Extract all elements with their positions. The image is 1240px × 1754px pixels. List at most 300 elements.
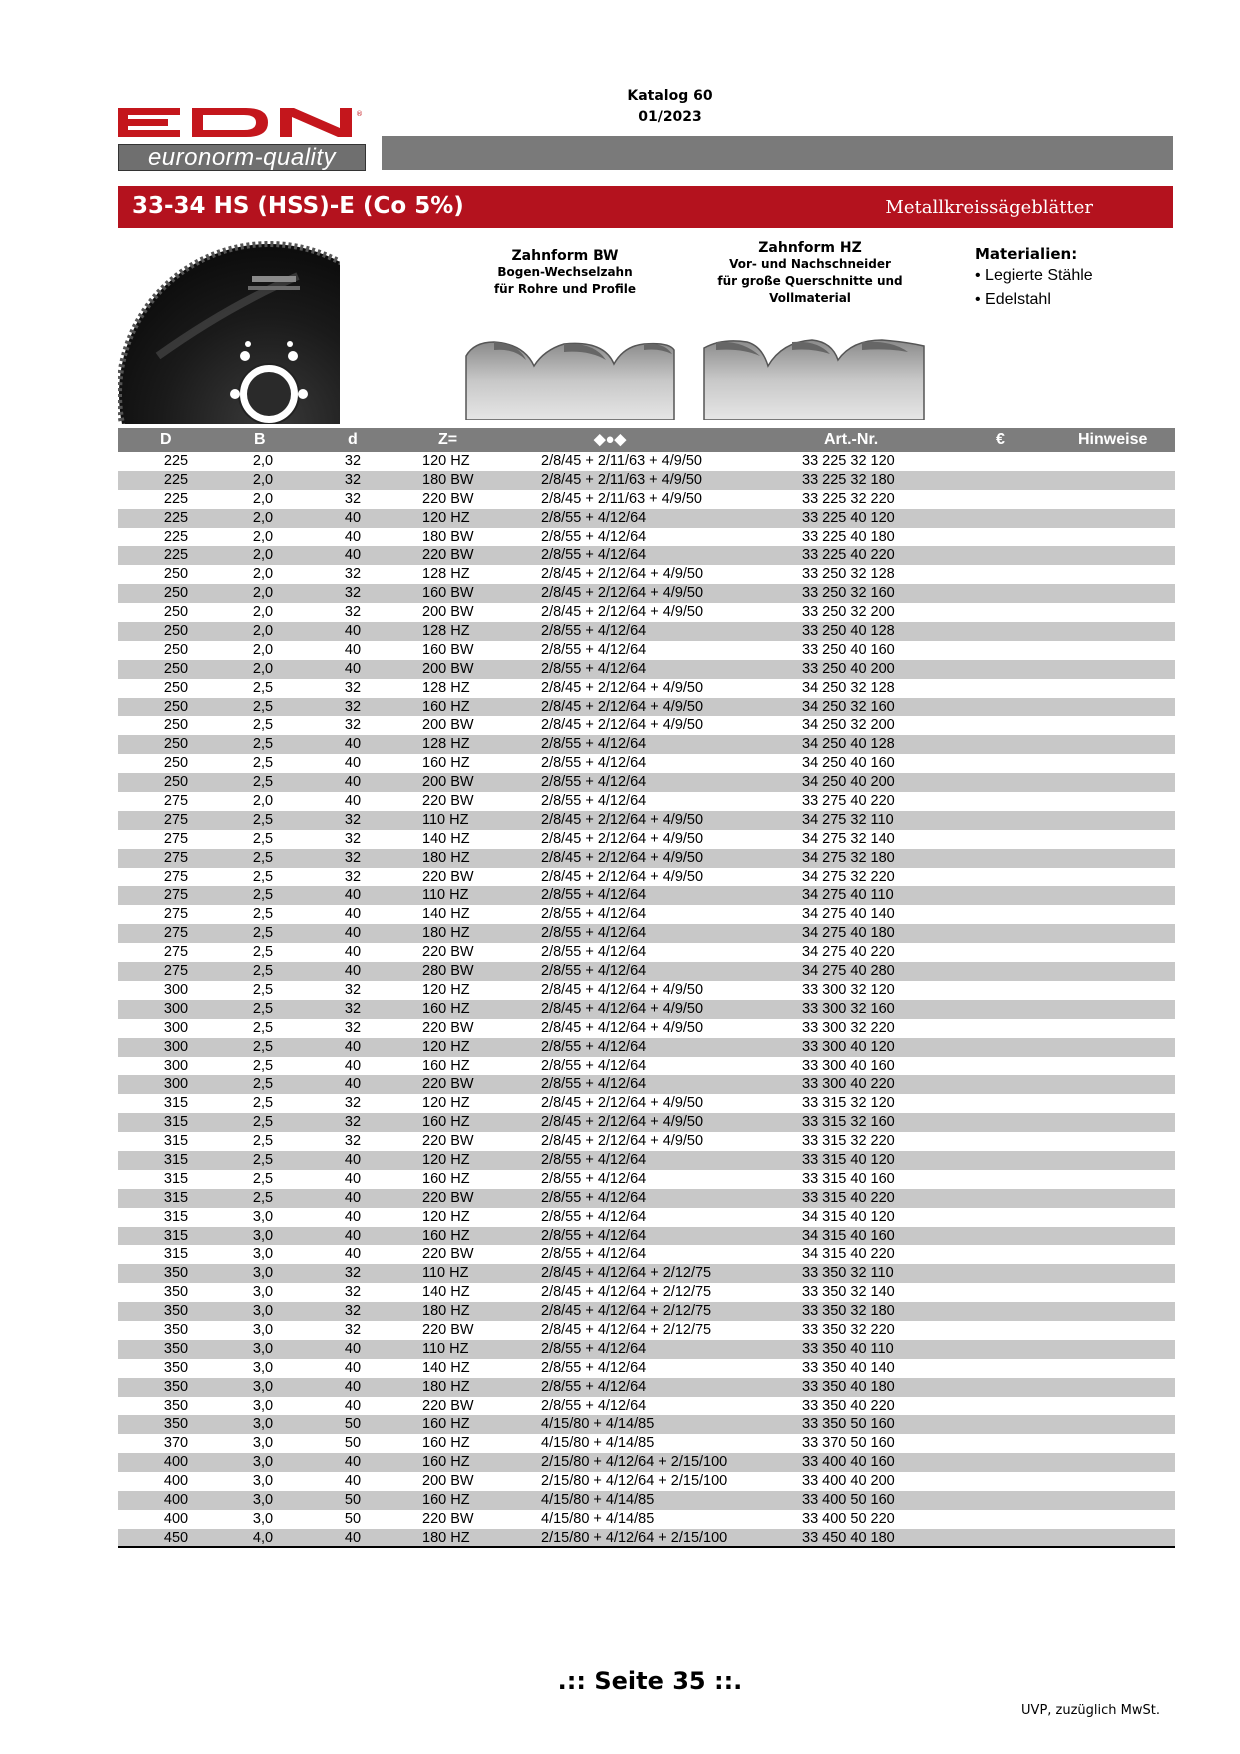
cell-width: 3,0 [252,1303,274,1320]
cell-outer-diameter: 400 [163,1491,189,1508]
header-teeth: Z= [438,431,458,448]
cell-width: 2,5 [252,1133,274,1150]
cell-pin-holes: 2/8/45 + 2/12/64 + 4/9/50 [541,566,704,583]
cell-width: 2,5 [252,830,274,847]
cell-outer-diameter: 400 [163,1454,189,1471]
cell-article-number: 33 250 32 128 [802,566,895,583]
cell-article-number: 33 250 40 200 [802,660,895,677]
cell-teeth: 180 HZ [422,849,470,866]
cell-bore: 40 [344,736,362,753]
tooth-form-hz-title: Zahnform HZ [758,240,862,256]
table-row [118,1038,1175,1057]
cell-teeth: 128 HZ [422,736,470,753]
cell-outer-diameter: 275 [163,887,189,904]
cell-pin-holes: 2/8/55 + 4/12/64 [541,1038,647,1055]
table-row [118,1510,1175,1529]
cell-pin-holes: 2/8/55 + 4/12/64 [541,774,647,791]
quality-tagline-text: euronorm-quality [147,144,337,171]
cell-outer-diameter: 300 [163,1076,189,1093]
cell-teeth: 200 BW [422,604,474,621]
cell-width: 2,5 [252,717,274,734]
cell-bore: 32 [344,453,362,469]
cell-teeth: 160 BW [422,641,474,658]
cell-article-number: 34 275 32 180 [802,849,895,866]
cell-article-number: 33 300 32 160 [802,1000,895,1017]
cell-article-number: 33 300 40 160 [802,1057,895,1074]
cell-teeth: 120 HZ [422,1038,470,1055]
table-row [118,546,1175,565]
cell-width: 2,5 [252,1057,274,1074]
cell-width: 3,0 [252,1359,274,1376]
cell-pin-holes: 2/8/45 + 4/12/64 + 2/12/75 [541,1321,712,1338]
cell-width: 2,0 [252,604,274,621]
cell-outer-diameter: 250 [163,660,189,677]
cell-teeth: 110 HZ [422,887,469,904]
table-body [118,452,1175,1548]
cell-article-number: 33 350 50 160 [802,1416,895,1433]
cell-pin-holes: 2/8/55 + 4/12/64 [541,1246,647,1263]
cell-bore: 32 [344,830,362,847]
cell-teeth: 220 BW [422,1019,474,1036]
cell-width: 2,0 [252,660,274,677]
cell-teeth: 128 HZ [422,623,470,640]
cell-outer-diameter: 350 [163,1284,189,1301]
table-row [118,1227,1175,1246]
cell-pin-holes: 2/8/55 + 4/12/64 [541,1076,647,1093]
cell-teeth: 120 HZ [422,1095,470,1112]
cell-bore: 32 [344,585,362,602]
cell-outer-diameter: 250 [163,623,189,640]
cell-teeth: 110 HZ [422,811,469,828]
price-note: UVP, zuzüglich MwSt. [1021,1703,1160,1718]
cell-teeth: 120 HZ [422,509,470,526]
cell-bore: 32 [344,811,362,828]
tooth-profile-hz-icon [702,336,926,420]
cell-width: 3,0 [252,1454,274,1471]
cell-article-number: 34 250 40 200 [802,774,895,791]
table-row [118,1113,1175,1132]
cell-bore: 40 [344,547,362,564]
cell-width: 2,5 [252,811,274,828]
cell-bore: 40 [344,906,362,923]
cell-width: 2,0 [252,509,274,526]
cell-width: 2,0 [252,641,274,658]
cell-teeth: 120 HZ [422,453,470,469]
cell-pin-holes: 2/8/55 + 4/12/64 [541,509,647,526]
table-row [118,679,1175,698]
section-banner [118,186,1173,228]
cell-pin-holes: 2/8/55 + 4/12/64 [541,1340,647,1357]
cell-bore: 32 [344,1303,362,1320]
cell-teeth: 160 HZ [422,1000,470,1017]
product-table [118,428,1175,1548]
cell-pin-holes: 4/15/80 + 4/14/85 [541,1416,655,1433]
cell-outer-diameter: 300 [163,981,189,998]
cell-pin-holes: 2/8/45 + 2/12/64 + 4/9/50 [541,698,704,715]
cell-width: 3,0 [252,1246,274,1263]
cell-pin-holes: 2/8/45 + 4/12/64 + 2/12/75 [541,1303,712,1320]
cell-width: 3,0 [252,1491,274,1508]
cell-bore: 32 [344,604,362,621]
cell-teeth: 180 HZ [422,1303,470,1320]
cell-article-number: 33 315 40 220 [802,1189,895,1206]
cell-teeth: 140 HZ [422,906,470,923]
table-row [118,1189,1175,1208]
table-row [118,1019,1175,1038]
table-row [118,603,1175,622]
table-row [118,1472,1175,1491]
cell-width: 2,5 [252,1000,274,1017]
cell-outer-diameter: 250 [163,717,189,734]
cell-pin-holes: 2/8/45 + 2/11/63 + 4/9/50 [541,471,702,488]
cell-bore: 32 [344,679,362,696]
table-row [118,1415,1175,1434]
material-alloy-steel: • Legierte Stähle [975,267,1093,284]
cell-article-number: 33 350 40 110 [802,1340,894,1357]
cell-pin-holes: 2/8/45 + 2/12/64 + 4/9/50 [541,1114,704,1131]
table-row [118,584,1175,603]
cell-width: 2,5 [252,944,274,961]
cell-width: 2,0 [252,566,274,583]
cell-pin-holes: 2/8/55 + 4/12/64 [541,963,647,980]
cell-outer-diameter: 275 [163,811,189,828]
table-row [118,1453,1175,1472]
cell-outer-diameter: 225 [163,490,189,507]
cell-width: 2,0 [252,793,274,810]
table-row [118,452,1175,471]
cell-bore: 32 [344,1019,362,1036]
cell-pin-holes: 4/15/80 + 4/14/85 [541,1510,655,1527]
cell-pin-holes: 2/8/45 + 2/12/64 + 4/9/50 [541,1133,704,1150]
cell-teeth: 220 BW [422,1246,474,1263]
cell-width: 2,5 [252,981,274,998]
cell-teeth: 128 HZ [422,679,470,696]
cell-outer-diameter: 300 [163,1038,189,1055]
cell-outer-diameter: 275 [163,963,189,980]
cell-pin-holes: 2/8/55 + 4/12/64 [541,1189,647,1206]
cell-pin-holes: 2/8/55 + 4/12/64 [541,906,647,923]
table-row [118,1434,1175,1453]
cell-outer-diameter: 315 [163,1227,189,1244]
cell-article-number: 34 315 40 160 [802,1227,895,1244]
cell-teeth: 160 HZ [422,1454,470,1471]
cell-teeth: 220 BW [422,944,474,961]
cell-pin-holes: 2/8/55 + 4/12/64 [541,1151,647,1168]
table-row [118,1075,1175,1094]
table-row [118,1208,1175,1227]
cell-article-number: 33 300 32 120 [802,981,895,998]
cell-pin-holes: 2/15/80 + 4/12/64 + 2/15/100 [541,1529,728,1546]
table-row [118,735,1175,754]
cell-bore: 40 [344,1359,362,1376]
cell-article-number: 33 450 40 180 [802,1529,895,1546]
cell-teeth: 220 BW [422,1321,474,1338]
table-row [118,1302,1175,1321]
cell-article-number: 34 250 40 128 [802,736,895,753]
table-row [118,754,1175,773]
section-subtitle: Metallkreissägeblätter [885,197,1093,218]
table-row [118,1151,1175,1170]
cell-article-number: 33 225 32 120 [802,453,895,469]
cell-outer-diameter: 275 [163,849,189,866]
cell-outer-diameter: 315 [163,1114,189,1131]
cell-outer-diameter: 300 [163,1000,189,1017]
cell-article-number: 33 250 32 160 [802,585,895,602]
cell-width: 3,0 [252,1416,274,1433]
cell-outer-diameter: 250 [163,736,189,753]
cell-bore: 32 [344,698,362,715]
cell-pin-holes: 2/8/55 + 4/12/64 [541,1359,647,1376]
cell-pin-holes: 2/8/55 + 4/12/64 [541,1227,647,1244]
header-price: € [996,431,1005,448]
table-row [118,1283,1175,1302]
cell-article-number: 34 275 40 180 [802,925,895,942]
cell-teeth: 120 HZ [422,1208,470,1225]
cell-article-number: 33 350 40 220 [802,1397,895,1414]
cell-bore: 40 [344,641,362,658]
cell-article-number: 33 400 40 160 [802,1454,895,1471]
cell-outer-diameter: 450 [163,1529,189,1546]
cell-bore: 40 [344,1076,362,1093]
cell-width: 2,0 [252,453,274,469]
cell-pin-holes: 2/8/45 + 4/12/64 + 4/9/50 [541,981,704,998]
table-row [118,660,1175,679]
table-row [118,565,1175,584]
catalog-label [560,86,780,128]
cell-teeth: 160 HZ [422,1227,470,1244]
table-row [118,1000,1175,1019]
cell-bore: 40 [344,1189,362,1206]
cell-bore: 32 [344,981,362,998]
cell-teeth: 220 BW [422,1510,474,1527]
cell-width: 3,0 [252,1510,274,1527]
table-row [118,641,1175,660]
cell-bore: 40 [344,1378,362,1395]
cell-width: 2,5 [252,849,274,866]
cell-outer-diameter: 225 [163,528,189,545]
cell-article-number: 33 225 40 180 [802,528,895,545]
cell-outer-diameter: 250 [163,566,189,583]
cell-width: 3,0 [252,1378,274,1395]
cell-width: 2,5 [252,1038,274,1055]
cell-width: 3,0 [252,1321,274,1338]
cell-bore: 50 [344,1435,362,1452]
cell-bore: 32 [344,566,362,583]
cell-teeth: 280 BW [422,963,474,980]
cell-outer-diameter: 225 [163,453,189,469]
table-row [118,622,1175,641]
cell-width: 2,5 [252,925,274,942]
cell-width: 2,5 [252,1114,274,1131]
cell-teeth: 220 BW [422,1076,474,1093]
cell-outer-diameter: 250 [163,585,189,602]
cell-bore: 40 [344,1208,362,1225]
cell-pin-holes: 2/8/45 + 4/12/64 + 2/12/75 [541,1265,712,1282]
cell-bore: 40 [344,528,362,545]
table-row [118,1340,1175,1359]
header-gray-band [382,136,1173,170]
cell-article-number: 33 315 40 120 [802,1151,895,1168]
cell-width: 2,0 [252,471,274,488]
cell-article-number: 34 250 32 160 [802,698,895,715]
cell-outer-diameter: 275 [163,830,189,847]
cell-article-number: 34 275 40 110 [802,887,894,904]
cell-outer-diameter: 225 [163,547,189,564]
cell-article-number: 33 315 40 160 [802,1170,895,1187]
cell-width: 4,0 [252,1529,274,1546]
cell-article-number: 34 315 40 120 [802,1208,895,1225]
cell-width: 2,0 [252,547,274,564]
cell-bore: 40 [344,1397,362,1414]
cell-article-number: 33 315 32 120 [802,1095,895,1112]
cell-bore: 32 [344,1133,362,1150]
cell-outer-diameter: 350 [163,1265,189,1282]
cell-width: 2,5 [252,963,274,980]
cell-outer-diameter: 275 [163,906,189,923]
cell-teeth: 160 HZ [422,1491,470,1508]
cell-pin-holes: 2/8/45 + 2/11/63 + 4/9/50 [541,490,702,507]
cell-bore: 32 [344,1095,362,1112]
cell-outer-diameter: 400 [163,1473,189,1490]
cell-teeth: 160 HZ [422,1416,470,1433]
table-row [118,1529,1175,1548]
cell-teeth: 200 BW [422,774,474,791]
cell-bore: 50 [344,1510,362,1527]
table-row [118,1264,1175,1283]
cell-teeth: 120 HZ [422,981,470,998]
cell-width: 2,5 [252,755,274,772]
tooth-form-bw [470,248,660,298]
cell-outer-diameter: 315 [163,1246,189,1263]
section-title: 33-34 HS (HSS)-E (Co 5%) [132,193,464,219]
cell-teeth: 200 BW [422,660,474,677]
materials-title: Materialien: [975,245,1078,263]
cell-article-number: 33 350 32 180 [802,1303,895,1320]
cell-outer-diameter: 275 [163,944,189,961]
cell-article-number: 34 250 32 200 [802,717,895,734]
cell-width: 3,0 [252,1208,274,1225]
cell-bore: 40 [344,623,362,640]
cell-article-number: 33 350 32 110 [802,1265,894,1282]
cell-teeth: 220 BW [422,1133,474,1150]
tooth-form-hz-line1: Vor- und Nachschneider [729,257,891,271]
table-row [118,698,1175,717]
cell-bore: 32 [344,868,362,885]
cell-bore: 40 [344,925,362,942]
table-row [118,905,1175,924]
cell-article-number: 33 315 32 160 [802,1114,895,1131]
table-row [118,868,1175,887]
cell-bore: 50 [344,1416,362,1433]
cell-width: 2,5 [252,698,274,715]
cell-bore: 32 [344,471,362,488]
table-row [118,716,1175,735]
cell-width: 3,0 [252,1473,274,1490]
cell-teeth: 180 HZ [422,1378,470,1395]
cell-article-number: 33 300 40 120 [802,1038,895,1055]
cell-width: 2,5 [252,1019,274,1036]
cell-bore: 40 [344,963,362,980]
tooth-form-bw-line2: für Rohre und Profile [493,282,637,296]
table-row [118,528,1175,547]
cell-article-number: 34 275 40 220 [802,944,895,961]
table-row [118,792,1175,811]
cell-bore: 40 [344,774,362,791]
cell-pin-holes: 2/8/45 + 2/12/64 + 4/9/50 [541,849,704,866]
table-row [118,849,1175,868]
cell-bore: 40 [344,1227,362,1244]
cell-teeth: 200 BW [422,1473,474,1490]
cell-outer-diameter: 250 [163,604,189,621]
cell-width: 3,0 [252,1435,274,1452]
cell-bore: 32 [344,1114,362,1131]
cell-bore: 32 [344,490,362,507]
cell-teeth: 220 BW [422,868,474,885]
cell-pin-holes: 2/8/45 + 2/12/64 + 4/9/50 [541,679,704,696]
cell-pin-holes: 2/8/55 + 4/12/64 [541,528,647,545]
cell-pin-holes: 2/8/45 + 2/12/64 + 4/9/50 [541,1095,704,1112]
cell-bore: 40 [344,1340,362,1357]
cell-article-number: 33 350 32 220 [802,1321,895,1338]
cell-pin-holes: 2/8/45 + 4/12/64 + 4/9/50 [541,1019,704,1036]
cell-pin-holes: 2/8/55 + 4/12/64 [541,793,647,810]
cell-outer-diameter: 350 [163,1321,189,1338]
cell-article-number: 33 225 40 120 [802,509,895,526]
saw-blade-icon [118,236,340,424]
page-number: .:: Seite 35 ::. [557,1667,743,1695]
cell-pin-holes: 2/15/80 + 4/12/64 + 2/15/100 [541,1473,728,1490]
cell-outer-diameter: 315 [163,1208,189,1225]
cell-article-number: 34 275 40 140 [802,906,895,923]
cell-bore: 40 [344,793,362,810]
cell-width: 3,0 [252,1340,274,1357]
cell-teeth: 140 HZ [422,830,470,847]
cell-bore: 32 [344,717,362,734]
table-bottom-rule [118,1546,1175,1548]
cell-width: 2,5 [252,1189,274,1206]
table-row [118,886,1175,905]
cell-bore: 40 [344,1246,362,1263]
header-bore: d [348,431,358,448]
tooth-form-hz-line3: Vollmaterial [769,291,851,305]
cell-teeth: 180 HZ [422,925,470,942]
cell-pin-holes: 2/8/55 + 4/12/64 [541,623,647,640]
cell-bore: 40 [344,1151,362,1168]
cell-bore: 40 [344,1529,362,1546]
cell-pin-holes: 2/8/45 + 2/12/64 + 4/9/50 [541,868,704,885]
header-outer-diameter: D [160,431,172,448]
tooth-form-hz-line2: für große Querschnitte und [717,274,903,288]
cell-bore: 40 [344,1473,362,1490]
cell-outer-diameter: 275 [163,793,189,810]
cell-pin-holes: 4/15/80 + 4/14/85 [541,1491,655,1508]
cell-width: 2,5 [252,679,274,696]
header-notes: Hinweise [1078,431,1148,448]
cell-pin-holes: 2/8/55 + 4/12/64 [541,1057,647,1074]
cell-bore: 40 [344,1170,362,1187]
cell-outer-diameter: 275 [163,925,189,942]
cell-bore: 32 [344,1284,362,1301]
cell-teeth: 220 BW [422,547,474,564]
edn-logo-icon [118,108,368,138]
cell-article-number: 33 300 32 220 [802,1019,895,1036]
table-row [118,943,1175,962]
cell-width: 3,0 [252,1265,274,1282]
cell-bore: 40 [344,1454,362,1471]
cell-article-number: 33 400 50 220 [802,1510,895,1527]
cell-width: 2,0 [252,623,274,640]
cell-outer-diameter: 300 [163,1057,189,1074]
